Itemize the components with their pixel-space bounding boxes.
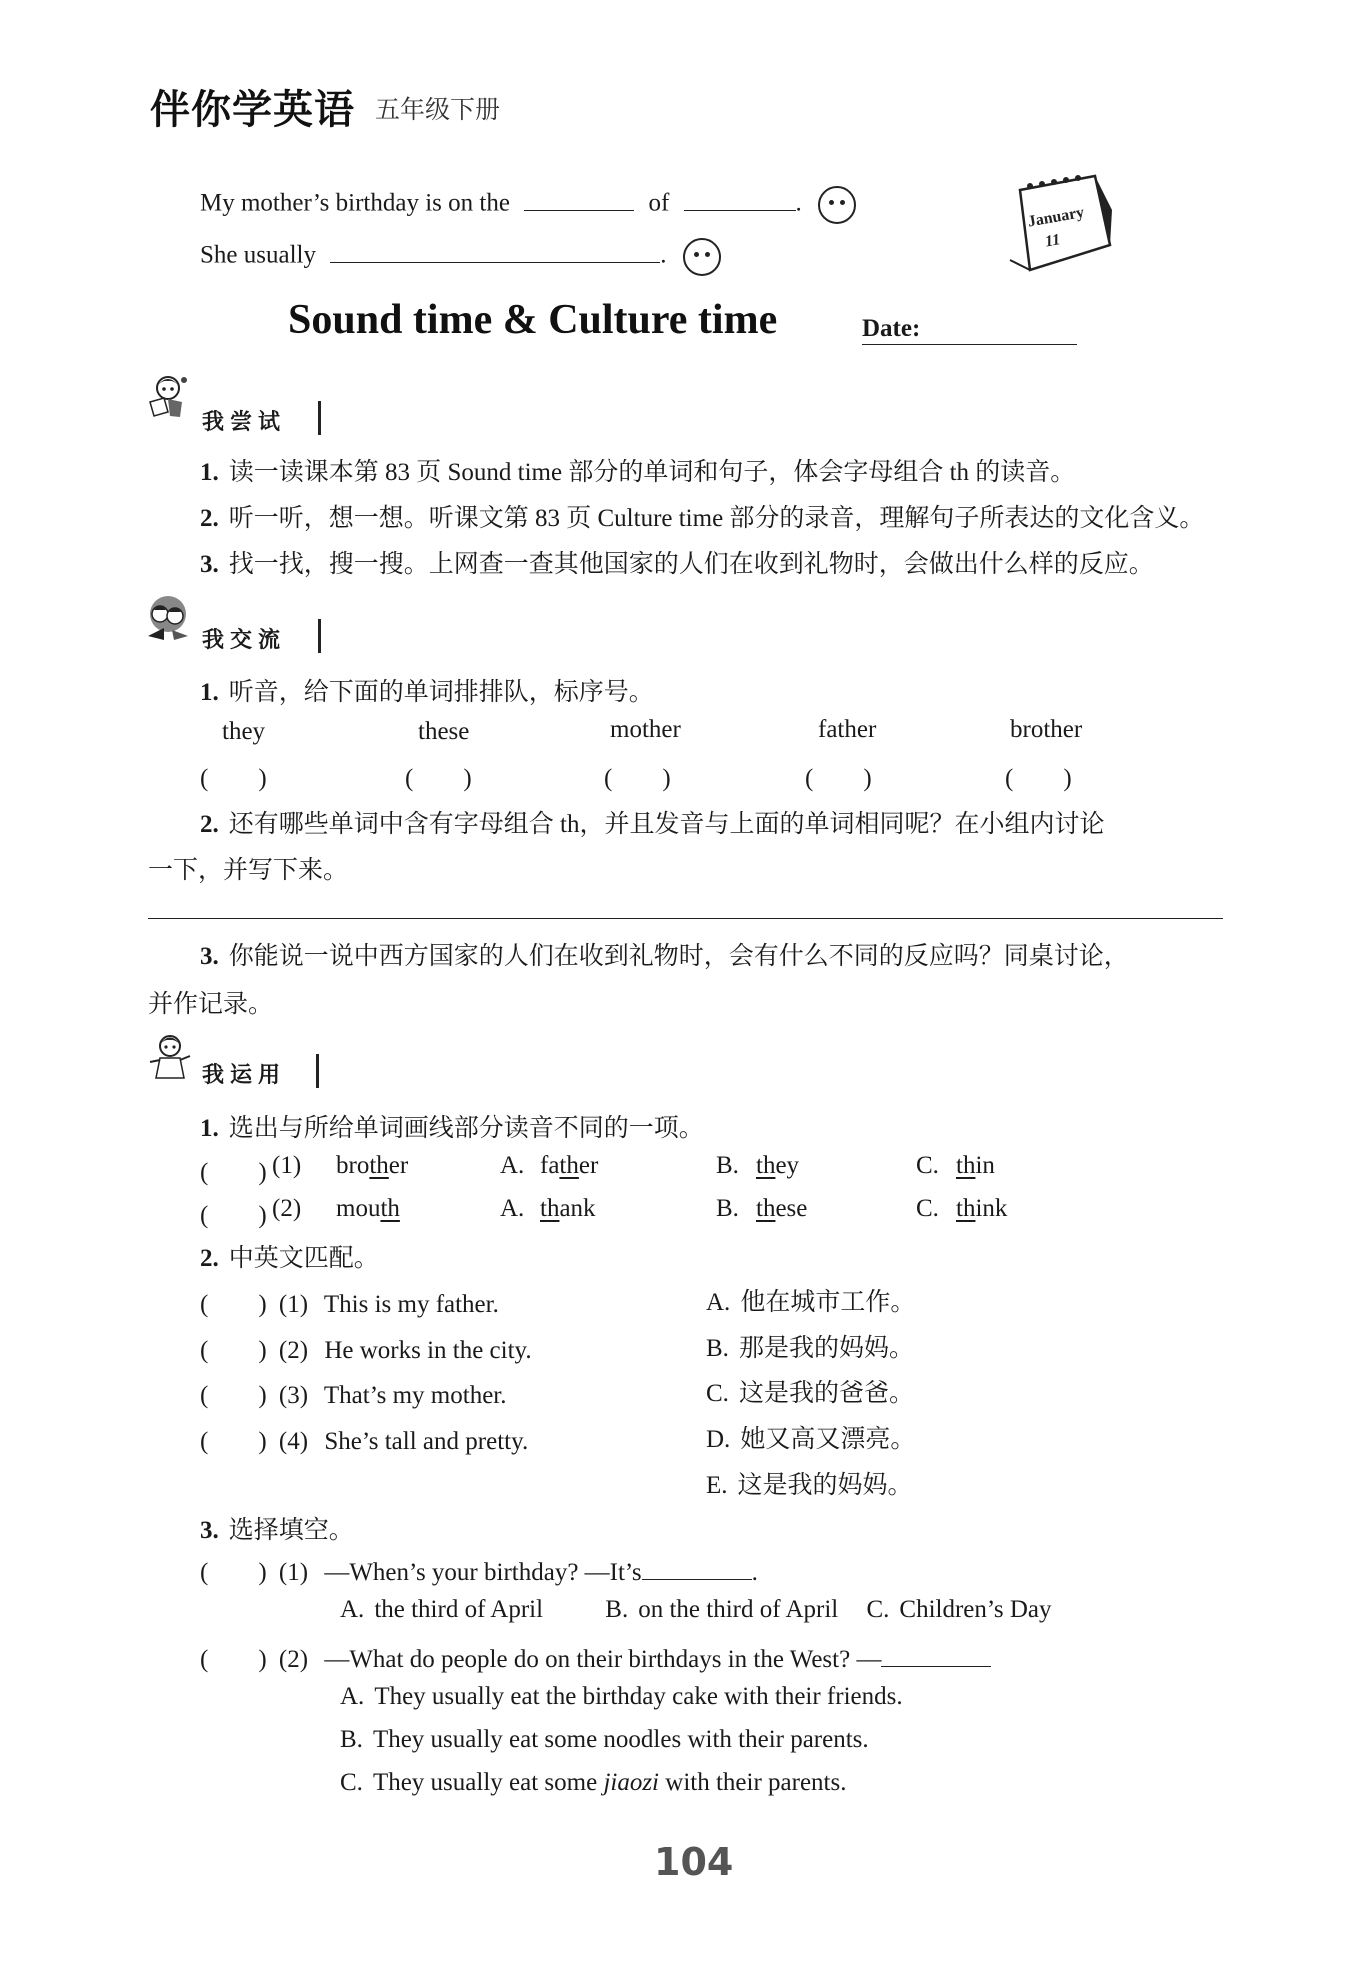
s3-q1-row-1: ( ) (1) brother A. father B. they C. thin xyxy=(200,1152,995,1186)
header-grade: 五年级下册 xyxy=(375,95,501,124)
s1-item-2: 2. 听一听，想一想。听课文第 83 页 Culture time 部分的录音，理解句子所表达的文化含义。 xyxy=(200,505,1205,532)
answer-paren[interactable]: ( ) xyxy=(200,1337,267,1364)
page-number: 104 xyxy=(654,1840,734,1884)
section-bar xyxy=(318,401,321,435)
s3-q1-row-2: ( ) (2) mouth A. thank B. these C. think xyxy=(200,1195,1008,1229)
answer-paren[interactable]: ( ) xyxy=(200,1159,267,1186)
section-bar xyxy=(318,619,321,653)
answer-paren-1[interactable]: ( ) xyxy=(200,765,267,792)
intro-line-1: My mother’s birthday is on the of . xyxy=(200,186,856,224)
mascot-girl-icon xyxy=(146,1032,194,1082)
s2-q2-line2: 一下，并写下来。 xyxy=(148,857,349,884)
date-blank[interactable] xyxy=(862,344,1077,345)
fill-item-1-options: A. the third of April B. on the third of April C. Children’s Day xyxy=(340,1596,1052,1623)
match-right-a: A. 他在城市工作。 xyxy=(706,1289,916,1316)
s1-item-1: 1. 读一读课本第 83 页 Sound time 部分的单词和句子，体会字母组合 th 的读音。 xyxy=(200,459,1076,486)
brand-text: 伴你学英语 xyxy=(150,87,355,133)
answer-paren[interactable]: ( ) xyxy=(200,1202,267,1229)
match-right-c: C. 这是我的爸爸。 xyxy=(706,1380,914,1407)
section-label-communicate: 我交流 xyxy=(202,628,287,653)
match-left-4: ( ) (4) She’s tall and pretty. xyxy=(200,1428,529,1455)
calendar-icon xyxy=(1000,170,1115,278)
s2-q2-line1: 2. 还有哪些单词中含有字母组合 th，并且发音与上面的单词相同呢？在小组内讨论 xyxy=(200,811,1105,838)
match-left-1: ( ) (1) This is my father. xyxy=(200,1291,499,1318)
fill-item-1: ( ) (1) —When’s your birthday? —It’s . xyxy=(200,1559,758,1586)
date-label: Date: xyxy=(862,315,921,342)
s2-q1: 1. 听音，给下面的单词排排队，标序号。 xyxy=(200,679,654,706)
word-mother: mother xyxy=(610,716,681,743)
section-bar xyxy=(316,1054,319,1088)
blank-answer[interactable] xyxy=(881,1644,991,1667)
match-left-3: ( ) (3) That’s my mother. xyxy=(200,1382,507,1409)
answer-paren[interactable]: ( ) xyxy=(200,1291,267,1318)
blank-answer[interactable] xyxy=(642,1557,752,1580)
s2-q3-line2: 并作记录。 xyxy=(148,991,274,1018)
answer-line[interactable] xyxy=(148,918,1223,919)
answer-paren-4[interactable]: ( ) xyxy=(805,765,872,792)
s3-q1: 1. 选出与所给单词画线部分读音不同的一项。 xyxy=(200,1115,704,1142)
s2-q3-line1: 3. 你能说一说中西方国家的人们在收到礼物时，会有什么不同的反应吗？同桌讨论， xyxy=(200,943,1129,970)
intro-line-2: She usually . xyxy=(200,238,721,276)
match-left-2: ( ) (2) He works in the city. xyxy=(200,1337,532,1364)
mascot-children-icon xyxy=(144,592,192,642)
fill-item-2-option-c: C. They usually eat some jiaozi with their parents. xyxy=(340,1769,847,1796)
answer-paren-2[interactable]: ( ) xyxy=(405,765,472,792)
blank-activity[interactable] xyxy=(330,240,660,263)
answer-paren-5[interactable]: ( ) xyxy=(1005,765,1072,792)
match-right-d: D. 她又高又漂亮。 xyxy=(706,1426,916,1453)
section-label-try: 我尝试 xyxy=(202,410,287,435)
smiley-icon xyxy=(818,186,856,224)
answer-paren[interactable]: ( ) xyxy=(200,1646,267,1673)
match-right-e: E. 这是我的妈妈。 xyxy=(706,1472,913,1499)
answer-paren-3[interactable]: ( ) xyxy=(604,765,671,792)
word-they: they xyxy=(222,718,266,745)
blank-day[interactable] xyxy=(524,188,634,211)
blank-month[interactable] xyxy=(684,188,796,211)
match-right-b: B. 那是我的妈妈。 xyxy=(706,1335,914,1362)
fill-item-2-option-a: A. They usually eat the birthday cake with their friends. xyxy=(340,1683,903,1710)
s1-item-3: 3. 找一找，搜一搜。上网查一查其他国家的人们在收到礼物时，会做出什么样的反应。 xyxy=(200,551,1154,578)
header-brand xyxy=(150,78,355,135)
word-father: father xyxy=(818,716,877,743)
smiley-icon xyxy=(683,238,721,276)
answer-paren[interactable]: ( ) xyxy=(200,1428,267,1455)
word-brother: brother xyxy=(1010,716,1083,743)
answer-paren[interactable]: ( ) xyxy=(200,1559,267,1586)
fill-item-2-option-b: B. They usually eat some noodles with their parents. xyxy=(340,1726,869,1753)
section-label-apply: 我运用 xyxy=(202,1063,287,1088)
answer-paren[interactable]: ( ) xyxy=(200,1382,267,1409)
word-these: these xyxy=(418,718,470,745)
page-title: Sound time & Culture time xyxy=(288,297,778,343)
s3-q3: 3. 选择填空。 xyxy=(200,1517,354,1544)
s3-q2: 2. 中英文匹配。 xyxy=(200,1245,379,1272)
calendar-day: 11 xyxy=(1043,231,1062,251)
mascot-girl-icon xyxy=(146,372,194,422)
fill-item-2: ( ) (2) —What do people do on their birthdays in the West? — xyxy=(200,1639,991,1675)
calendar-month: January xyxy=(1026,203,1086,231)
